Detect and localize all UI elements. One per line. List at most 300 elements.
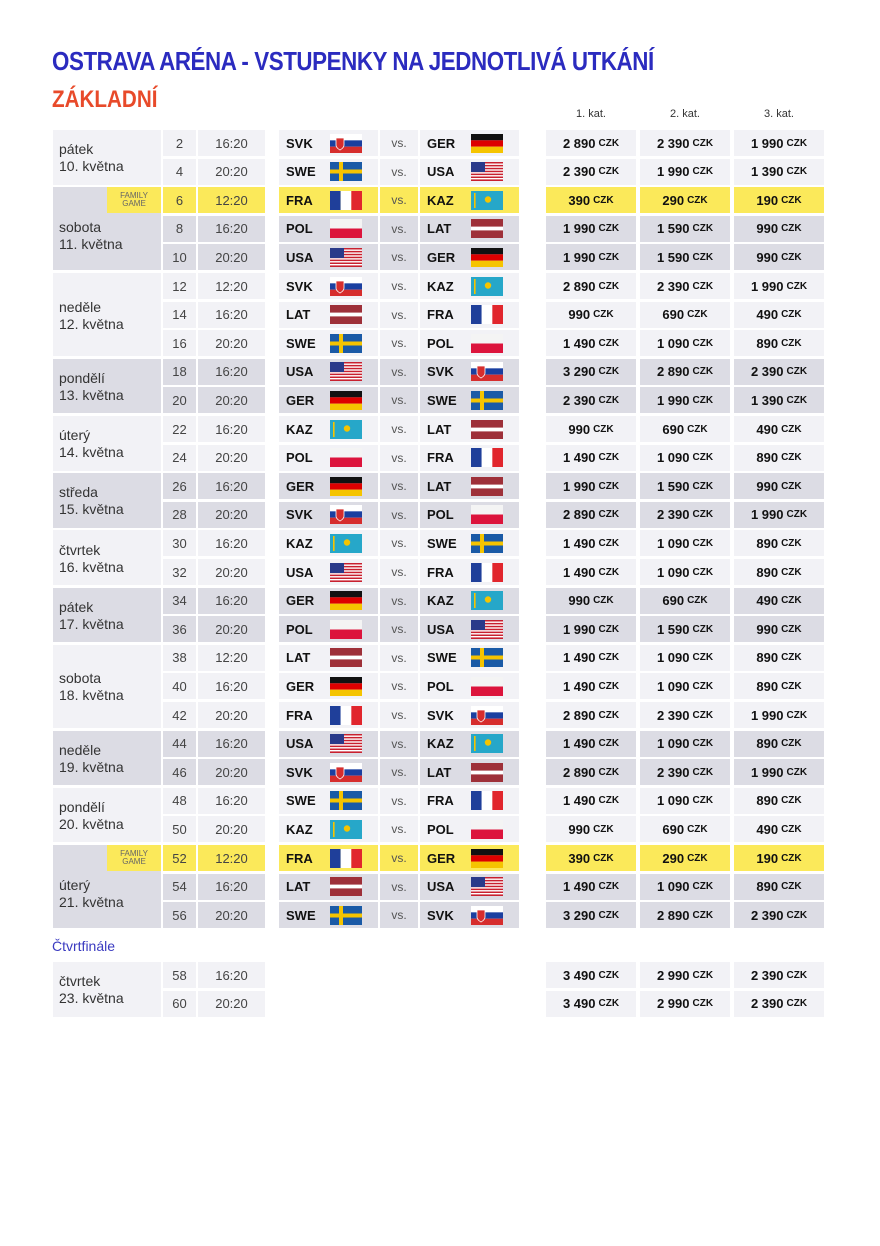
versus-label <box>380 874 418 900</box>
price-value: 1 090 <box>656 564 690 580</box>
price-category-1 <box>546 991 636 1017</box>
price-value: 1 090 <box>656 736 690 752</box>
match-time-text: 20:20 <box>215 249 248 265</box>
price-category-3 <box>734 273 824 299</box>
versus-label <box>380 702 418 728</box>
match-number <box>163 702 196 728</box>
currency-label: CZK <box>781 309 802 321</box>
home-team-code: SWE <box>286 164 316 180</box>
versus-text: vs. <box>391 679 407 694</box>
quarterfinal-heading: Čtvrtfinále <box>52 938 116 954</box>
currency-label: CZK <box>598 280 620 292</box>
price-category-3 <box>734 302 824 328</box>
match-time <box>198 902 265 928</box>
price-value: 1 090 <box>656 678 690 694</box>
match-number <box>163 530 196 556</box>
versus-text: vs. <box>391 908 407 923</box>
currency-label: CZK <box>598 337 620 349</box>
versus-label <box>380 731 418 757</box>
price-value: 3 290 <box>562 907 596 923</box>
home-team <box>279 302 378 328</box>
versus-text: vs. <box>391 136 407 150</box>
match-time <box>198 731 265 757</box>
currency-label: CZK <box>786 394 808 406</box>
away-team <box>420 445 519 471</box>
match-number <box>163 187 196 213</box>
price-value: 1 490 <box>562 450 596 466</box>
game-label: GAME <box>122 199 146 209</box>
versus-text: vs. <box>391 593 407 608</box>
price-value: 2 890 <box>562 764 596 780</box>
flag-lat-icon <box>330 305 362 324</box>
versus-label <box>380 302 418 328</box>
match-number <box>163 216 196 242</box>
price-category-1 <box>546 645 636 671</box>
currency-label: CZK <box>598 480 620 492</box>
away-team-code: POL <box>427 678 454 694</box>
price-value: 990 <box>756 249 779 265</box>
match-time-text: 16:20 <box>215 307 248 323</box>
price-value: 1 490 <box>562 793 596 809</box>
price-value: 1 090 <box>656 793 690 809</box>
price-value: 1 090 <box>656 879 690 895</box>
price-category-1 <box>546 759 636 785</box>
currency-label: CZK <box>781 823 802 835</box>
home-team <box>279 416 378 442</box>
match-time <box>198 244 265 270</box>
match-number-text: 14 <box>172 307 187 323</box>
family-game-badge <box>107 845 161 871</box>
price-category-3 <box>734 187 824 213</box>
price-category-3 <box>734 902 824 928</box>
home-team <box>279 359 378 385</box>
price-value: 3 490 <box>562 967 596 983</box>
day-name: sobota <box>59 670 102 687</box>
price-category-3 <box>734 130 824 156</box>
price-category-1 <box>546 159 636 185</box>
flag-svk-icon <box>330 277 362 296</box>
day-group <box>53 530 161 585</box>
day-name: pondělí <box>59 799 105 816</box>
match-number <box>163 130 196 156</box>
price-category-3 <box>734 502 824 528</box>
price-category-1 <box>546 530 636 556</box>
flag-pol-icon <box>330 219 362 238</box>
price-value: 2 390 <box>656 707 690 723</box>
price-value: 1 990 <box>562 478 596 494</box>
match-time-text: 12:20 <box>215 192 248 208</box>
match-time <box>198 187 265 213</box>
match-time <box>198 816 265 842</box>
home-team-code: GER <box>286 678 315 694</box>
match-number-text: 8 <box>175 221 184 237</box>
currency-label: CZK <box>598 652 620 664</box>
home-team <box>279 473 378 499</box>
versus-label <box>380 359 418 385</box>
away-team-code: LAT <box>427 421 452 437</box>
match-number-text: 36 <box>172 621 187 637</box>
category-3-header: 3. kat. <box>764 108 794 120</box>
price-category-1 <box>546 302 636 328</box>
currency-label: CZK <box>692 566 714 578</box>
day-date: 10. května <box>59 158 124 175</box>
price-category-1 <box>546 902 636 928</box>
currency-label: CZK <box>786 509 808 521</box>
price-category-3 <box>734 588 824 614</box>
price-category-3 <box>734 845 824 871</box>
price-category-2 <box>640 502 730 528</box>
day-date: 21. května <box>59 893 124 910</box>
price-value: 2 990 <box>656 967 690 983</box>
price-value: 1 490 <box>562 564 596 580</box>
price-category-3 <box>734 530 824 556</box>
match-time <box>198 588 265 614</box>
day-group <box>53 416 161 471</box>
price-value: 1 090 <box>656 535 690 551</box>
price-category-2 <box>640 445 730 471</box>
match-number-text: 6 <box>175 192 184 208</box>
currency-label: CZK <box>593 852 614 864</box>
price-value: 1 990 <box>750 278 784 294</box>
price-value: 1 590 <box>656 478 690 494</box>
price-category-3 <box>734 445 824 471</box>
flag-usa-icon <box>471 620 503 639</box>
away-team <box>420 759 519 785</box>
price-category-1 <box>546 845 636 871</box>
match-time-text: 20:20 <box>215 764 248 780</box>
match-time <box>198 130 265 156</box>
price-value: 390 <box>568 192 591 208</box>
category-2-header: 2. kat. <box>670 108 700 120</box>
currency-label: CZK <box>692 337 714 349</box>
away-team-code: KAZ <box>427 593 454 609</box>
versus-text: vs. <box>391 536 407 551</box>
match-number <box>163 645 196 671</box>
versus-label <box>380 759 418 785</box>
match-time <box>198 502 265 528</box>
match-time-text: 20:20 <box>215 564 248 580</box>
flag-fra-icon <box>330 706 362 725</box>
price-category-3 <box>734 702 824 728</box>
versus-label <box>380 159 418 185</box>
price-value: 1 490 <box>562 650 596 666</box>
price-value: 690 <box>662 421 685 437</box>
price-value: 2 890 <box>562 707 596 723</box>
day-date: 19. května <box>59 758 124 775</box>
match-number-text: 40 <box>172 678 187 694</box>
price-value: 1 590 <box>656 221 690 237</box>
flag-fra-icon <box>471 791 503 810</box>
match-number-text: 16 <box>172 335 187 351</box>
away-team <box>420 302 519 328</box>
match-time-text: 20:20 <box>215 335 248 351</box>
flag-swe-icon <box>471 534 503 553</box>
home-team <box>279 731 378 757</box>
currency-label: CZK <box>786 366 808 378</box>
price-category-3 <box>734 645 824 671</box>
flag-swe-icon <box>330 162 362 181</box>
versus-text: vs. <box>391 479 407 494</box>
versus-text: vs. <box>391 164 407 179</box>
match-time <box>198 991 265 1017</box>
match-number <box>163 473 196 499</box>
category-1-header: 1. kat. <box>576 108 606 120</box>
price-value: 990 <box>756 621 779 637</box>
match-number-text: 60 <box>172 996 187 1012</box>
away-team-code: USA <box>427 164 455 180</box>
day-group <box>53 788 161 843</box>
match-time-text: 20:20 <box>215 164 248 180</box>
price-value: 3 290 <box>562 364 596 380</box>
flag-swe-icon <box>471 648 503 667</box>
flag-fra-icon <box>330 191 362 210</box>
currency-label: CZK <box>786 998 808 1010</box>
currency-label: CZK <box>786 280 808 292</box>
flag-kaz-icon <box>471 191 503 210</box>
day-date: 16. května <box>59 558 124 575</box>
price-category-2 <box>640 788 730 814</box>
currency-label: CZK <box>692 969 714 981</box>
home-team-code: USA <box>286 364 314 380</box>
price-category-1 <box>546 330 636 356</box>
versus-text: vs. <box>391 450 407 465</box>
price-value: 1 990 <box>750 135 784 151</box>
match-number <box>163 244 196 270</box>
price-category-1 <box>546 216 636 242</box>
versus-text: vs. <box>391 565 407 579</box>
currency-label: CZK <box>598 251 620 263</box>
price-value: 890 <box>756 535 779 551</box>
away-team-code: SWE <box>427 392 457 408</box>
price-value: 290 <box>662 192 685 208</box>
currency-label: CZK <box>598 795 620 807</box>
away-team-code: GER <box>427 249 456 265</box>
flag-lat-icon <box>471 477 503 496</box>
day-group <box>53 731 161 786</box>
price-category-1 <box>546 588 636 614</box>
match-time <box>198 702 265 728</box>
home-team <box>279 759 378 785</box>
flag-svk-icon <box>330 134 362 153</box>
away-team <box>420 187 519 213</box>
away-team-code: KAZ <box>427 736 454 752</box>
flag-usa-icon <box>330 248 362 267</box>
away-team <box>420 387 519 413</box>
day-group <box>53 130 161 185</box>
price-value: 690 <box>662 307 685 323</box>
match-number-text: 32 <box>172 564 187 580</box>
match-number <box>163 445 196 471</box>
home-team <box>279 874 378 900</box>
flag-fra-icon <box>330 849 362 868</box>
price-value: 490 <box>756 421 779 437</box>
match-number-text: 48 <box>172 793 187 809</box>
currency-label: CZK <box>598 223 620 235</box>
match-time <box>198 559 265 585</box>
match-number <box>163 588 196 614</box>
currency-label: CZK <box>786 969 808 981</box>
price-value: 490 <box>756 593 779 609</box>
away-team <box>420 902 519 928</box>
price-category-1 <box>546 616 636 642</box>
price-value: 2 390 <box>750 967 784 983</box>
home-team-code: FRA <box>286 850 313 866</box>
price-category-1 <box>546 359 636 385</box>
match-number <box>163 302 196 328</box>
price-value: 2 890 <box>562 507 596 523</box>
home-team <box>279 673 378 699</box>
price-category-1 <box>546 673 636 699</box>
price-value: 1 990 <box>562 621 596 637</box>
away-team <box>420 473 519 499</box>
versus-text: vs. <box>391 221 407 236</box>
flag-pol-icon <box>471 505 503 524</box>
flag-lat-icon <box>471 219 503 238</box>
currency-label: CZK <box>593 823 614 835</box>
currency-label: CZK <box>598 766 620 778</box>
versus-text: vs. <box>391 622 407 637</box>
currency-label: CZK <box>692 166 714 178</box>
currency-label: CZK <box>692 509 714 521</box>
match-time <box>198 359 265 385</box>
day-group <box>53 645 161 728</box>
currency-label: CZK <box>687 194 708 206</box>
currency-label: CZK <box>781 251 802 263</box>
price-value: 1 490 <box>562 879 596 895</box>
currency-label: CZK <box>593 194 614 206</box>
day-date: 14. května <box>59 444 124 461</box>
currency-label: CZK <box>687 852 708 864</box>
currency-label: CZK <box>781 881 802 893</box>
price-category-3 <box>734 330 824 356</box>
match-time <box>198 673 265 699</box>
versus-text: vs. <box>391 279 407 293</box>
price-value: 1 990 <box>562 221 596 237</box>
versus-text: vs. <box>391 650 407 665</box>
price-category-3 <box>734 416 824 442</box>
price-category-1 <box>546 502 636 528</box>
price-category-3 <box>734 159 824 185</box>
currency-label: CZK <box>687 823 708 835</box>
flag-usa-icon <box>330 563 362 582</box>
currency-label: CZK <box>786 709 808 721</box>
match-number-text: 38 <box>172 650 187 666</box>
price-category-2 <box>640 330 730 356</box>
match-time-text: 16:20 <box>215 678 248 694</box>
price-value: 690 <box>662 593 685 609</box>
away-team-code: SVK <box>427 907 454 923</box>
day-group <box>53 473 161 528</box>
day-name: pátek <box>59 141 94 158</box>
away-team <box>420 530 519 556</box>
price-category-2 <box>640 616 730 642</box>
currency-label: CZK <box>781 337 802 349</box>
day-name: středa <box>59 484 98 501</box>
away-team-code: FRA <box>427 450 454 466</box>
price-value: 1 990 <box>750 707 784 723</box>
day-name: sobota <box>59 218 102 235</box>
home-team-code: GER <box>286 392 315 408</box>
currency-label: CZK <box>781 423 802 435</box>
flag-lat-icon <box>330 877 362 896</box>
flag-usa-icon <box>471 162 503 181</box>
currency-label: CZK <box>692 998 714 1010</box>
currency-label: CZK <box>781 194 802 206</box>
match-time-text: 20:20 <box>215 392 248 408</box>
currency-label: CZK <box>692 623 714 635</box>
match-time-text: 20:20 <box>215 621 248 637</box>
price-value: 1 090 <box>656 450 690 466</box>
flag-swe-icon <box>330 334 362 353</box>
price-category-2 <box>640 416 730 442</box>
match-number-text: 4 <box>175 164 184 180</box>
price-category-1 <box>546 874 636 900</box>
away-team-code: SVK <box>427 707 454 723</box>
home-team <box>279 702 378 728</box>
match-time-text: 12:20 <box>215 850 248 866</box>
price-category-2 <box>640 530 730 556</box>
versus-label <box>380 130 418 156</box>
currency-label: CZK <box>692 738 714 750</box>
currency-label: CZK <box>598 509 620 521</box>
price-category-2 <box>640 991 730 1017</box>
home-team-code: LAT <box>286 307 311 323</box>
away-team-code: LAT <box>427 764 452 780</box>
match-time <box>198 874 265 900</box>
day-date: 12. května <box>59 315 124 332</box>
price-value: 1 390 <box>750 164 784 180</box>
match-number-text: 42 <box>172 707 187 723</box>
match-number <box>163 559 196 585</box>
day-group <box>53 845 161 928</box>
home-team-code: POL <box>286 621 313 637</box>
flag-pol-icon <box>330 620 362 639</box>
away-team <box>420 874 519 900</box>
currency-label: CZK <box>598 881 620 893</box>
currency-label: CZK <box>692 452 714 464</box>
versus-text: vs. <box>391 851 407 865</box>
home-team-code: LAT <box>286 650 311 666</box>
day-date: 13. května <box>59 387 124 404</box>
away-team <box>420 845 519 871</box>
price-value: 1 990 <box>656 392 690 408</box>
price-category-1 <box>546 816 636 842</box>
price-value: 890 <box>756 736 779 752</box>
currency-label: CZK <box>687 595 708 607</box>
day-group <box>53 588 161 643</box>
home-team <box>279 387 378 413</box>
price-value: 190 <box>756 850 779 866</box>
flag-pol-icon <box>471 820 503 839</box>
flag-ger-icon <box>330 477 362 496</box>
away-team <box>420 330 519 356</box>
price-category-2 <box>640 731 730 757</box>
versus-text: vs. <box>391 307 407 322</box>
price-value: 990 <box>756 478 779 494</box>
currency-label: CZK <box>786 166 808 178</box>
home-team-code: FRA <box>286 192 313 208</box>
price-value: 1 490 <box>562 678 596 694</box>
currency-label: CZK <box>692 251 714 263</box>
home-team <box>279 645 378 671</box>
flag-ger-icon <box>471 849 503 868</box>
currency-label: CZK <box>781 566 802 578</box>
home-team-code: SWE <box>286 793 316 809</box>
away-team-code: FRA <box>427 793 454 809</box>
day-name: čtvrtek <box>59 541 101 558</box>
currency-label: CZK <box>781 852 802 864</box>
match-time <box>198 845 265 871</box>
